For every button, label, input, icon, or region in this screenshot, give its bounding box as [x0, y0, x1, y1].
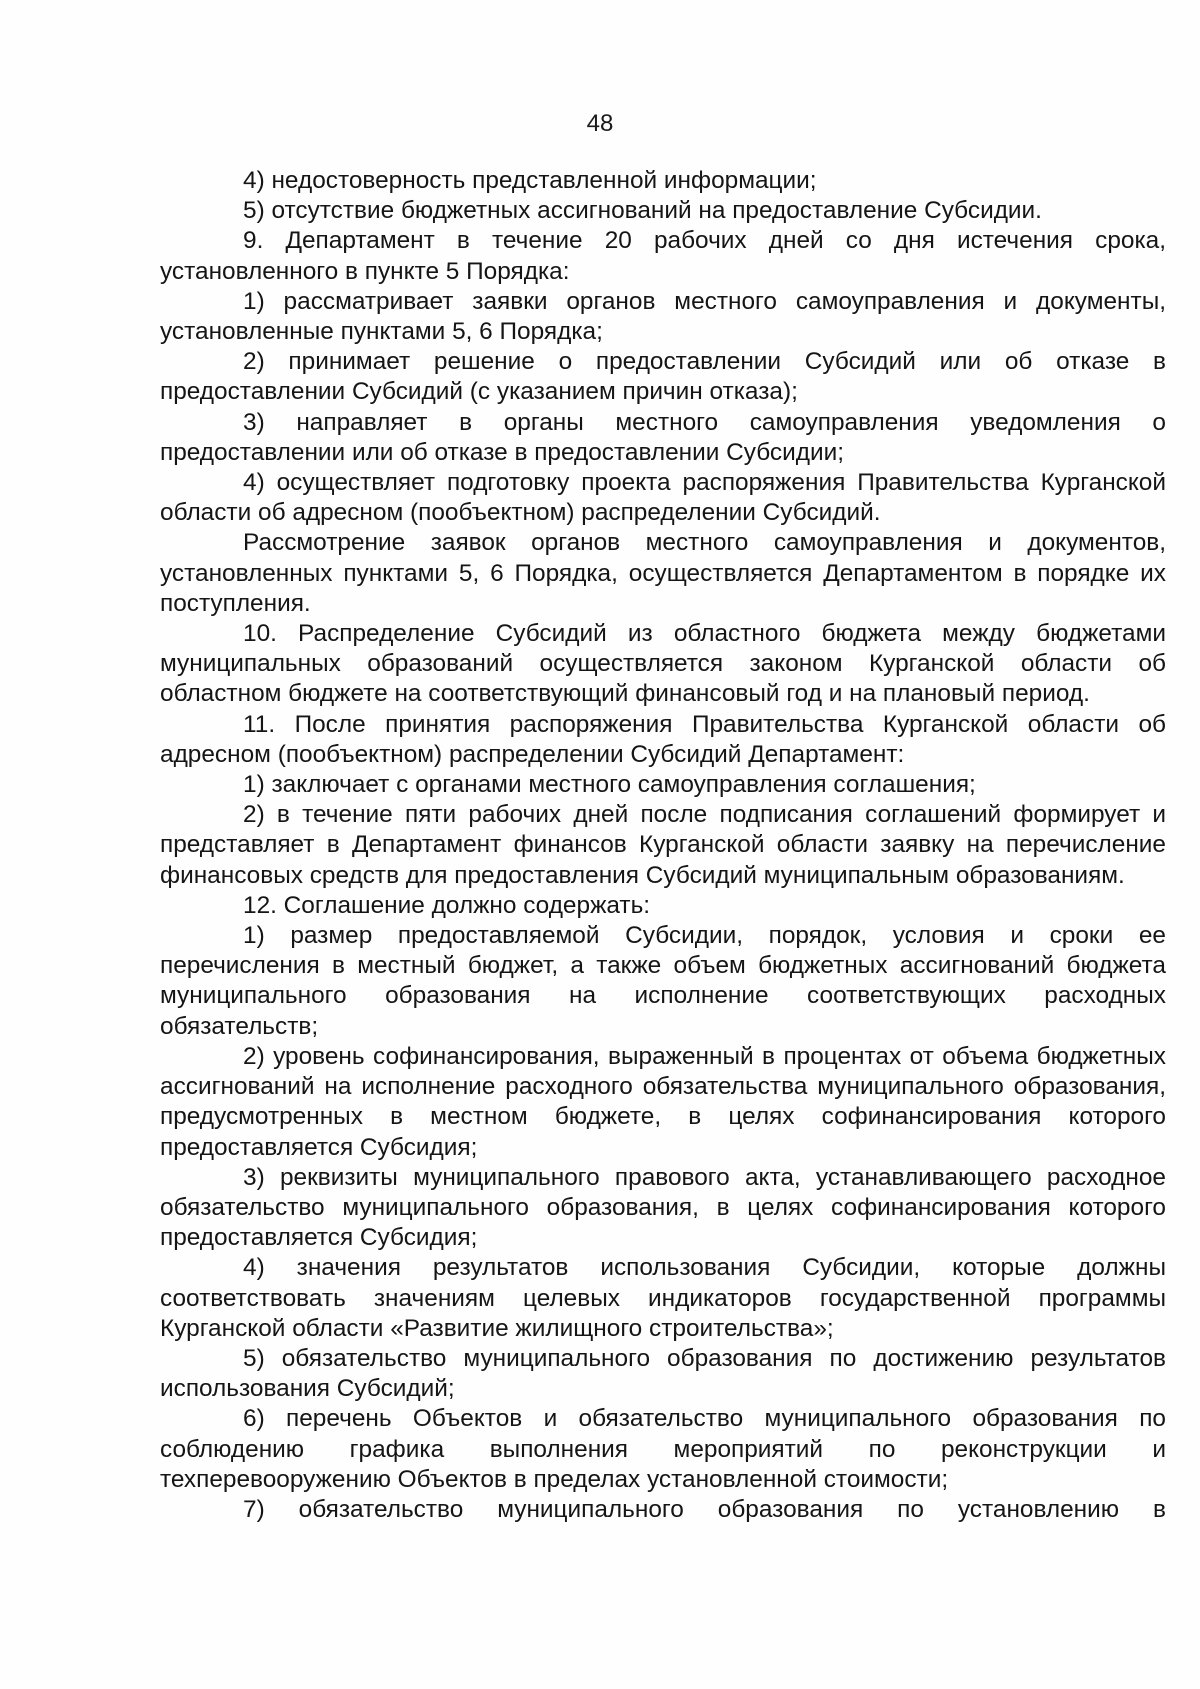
document-body: [160, 166, 1166, 1525]
paragraph: 1) заключает с органами местного самоуправления соглашения;: [243, 771, 976, 799]
paragraph: 12. Соглашение должно содержать:: [243, 891, 651, 919]
paragraph: 4) осуществляет подготовку проекта распоряжения Правительства Курганской области об адресном (пообъектном) распределении Субсидий.: [160, 469, 1166, 527]
paragraph: 5) обязательство муниципального образования по достижению результатов использования Субсидий;: [160, 1344, 1166, 1403]
paragraph: 3) направляет в органы местного самоуправления уведомления о предоставлении или об отказе в предоставлении Субсидии;: [160, 408, 1166, 466]
paragraph: 4) значения результатов использования Субсидии, которые должны соответствовать значениям целевых индикаторов государственной программы Курганской области «Развитие жилищного строительства»;: [160, 1254, 1166, 1342]
paragraph: 4) недостоверность представленной информации;: [243, 167, 817, 194]
paragraph: 2) в течение пяти рабочих дней после подписания соглашений формирует и представляет в Департамент финансов Курганской области заявку на перечисление финансовых средств для предоставления Субсидий муниципальным образованиям.: [160, 801, 1166, 889]
paragraph: 11. После принятия распоряжения Правительства Курганской области об адресном (пообъектном) распределении Субсидий Департамент:: [160, 710, 1166, 768]
paragraph: 1) рассматривает заявки органов местного самоуправления и документы, установленные пунктами 5, 6 Порядка;: [160, 287, 1166, 346]
paragraph: Рассмотрение заявок органов местного самоуправления и документов, установленных пунктами 5, 6 Порядка, осуществляется Департаментом в порядке их поступления.: [160, 529, 1166, 617]
paragraph: 9. Департамент в течение 20 рабочих дней со дня истечения срока, установленного в пункте 5 Порядка:: [160, 227, 1166, 285]
page-number: 48: [586, 110, 614, 137]
paragraph: 2) принимает решение о предоставлении Субсидий или об отказе в предоставлении Субсидий (с указанием причин отказа);: [160, 348, 1166, 406]
paragraph: 6) перечень Объектов и обязательство муниципального образования по соблюдению графика выполнения мероприятий по реконструкции и техперевооружению Объектов в пределах установленной стоимости;: [160, 1405, 1166, 1493]
paragraph: 3) реквизиты муниципального правового акта, устанавливающего расходное обязательство муниципального образования, в целях софинансирования которого предоставляется Субсидия;: [160, 1163, 1166, 1252]
paragraph: 10. Распределение Субсидий из областного бюджета между бюджетами муниципальных образований осуществляется законом Курганской области об областном бюджете на соответствующий финансовый год и на плановый период.: [160, 620, 1166, 708]
paragraph: 2) уровень софинансирования, выраженный в процентах от объема бюджетных ассигнований на исполнение расходного обязательства муниципального образования, предусмотренных в местном бюджете, в целях софинансирования которого предоставляется Субсидия;: [160, 1042, 1166, 1161]
paragraph: 7) обязательство муниципального образования по установлению в: [243, 1495, 1166, 1523]
paragraph: 1) размер предоставляемой Субсидии, порядок, условия и сроки ее перечисления в местный бюджет, а также объем бюджетных ассигнований бюджета муниципального образования на исполнение соответствующих расходных обязательств;: [160, 922, 1166, 1040]
paragraph: 5) отсутствие бюджетных ассигнований на предоставление Субсидии.: [243, 197, 1042, 225]
